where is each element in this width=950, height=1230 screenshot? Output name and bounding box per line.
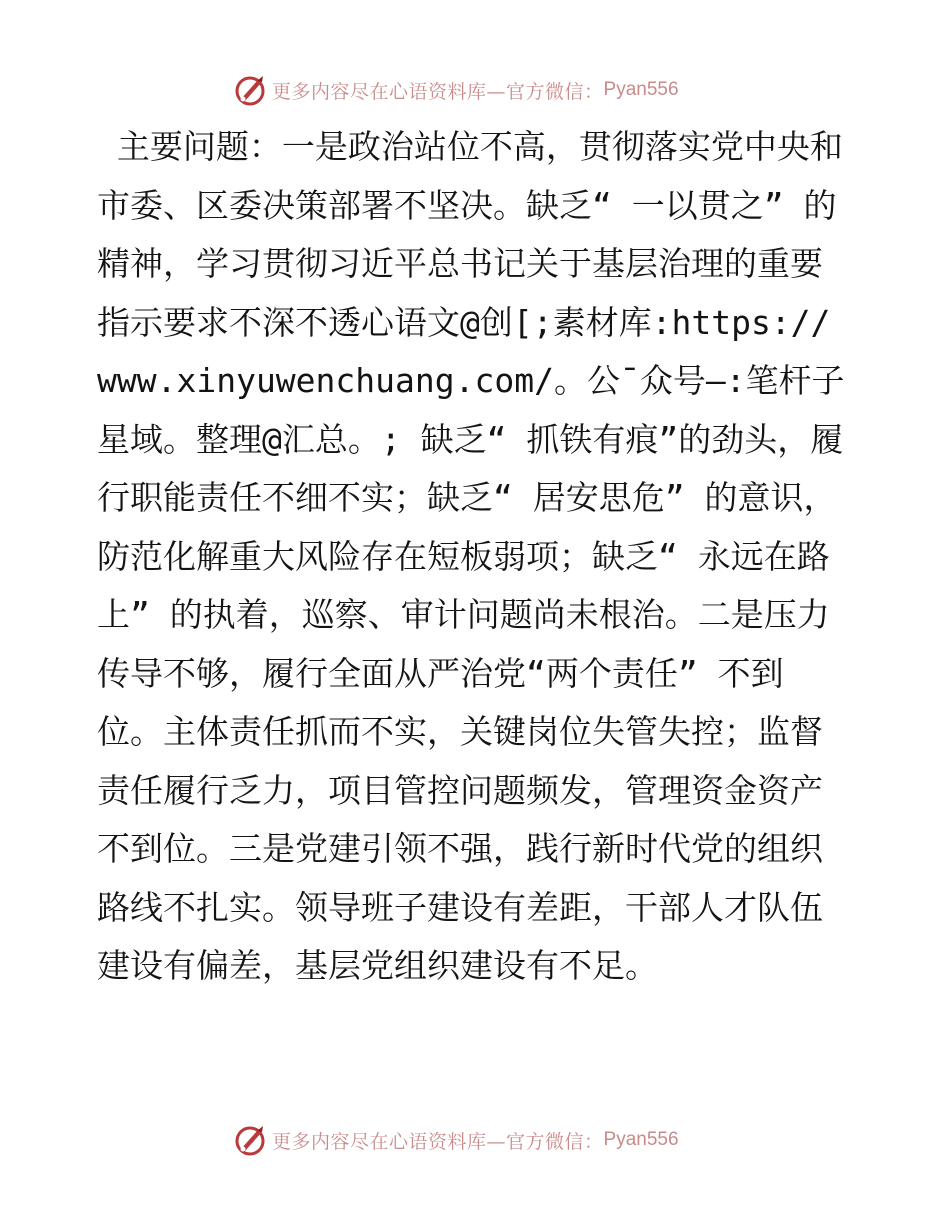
body-paragraph: 主要问题：一是政治站位不高，贯彻落实党中央和市委、区委决策部署不坚决。缺乏“ 一以贯之” 的精神，学习贯彻习近平总书记关于基层治理的重要指示要求不深不透心语文@创[;素材库:https://www.xinyuwenchuang.com/。公¯众号—:笔杆子星域。整理@汇总。; 缺乏“ 抓铁有痕”的劲头，履行职能责任不细不实；缺乏“ 居安思危” 的意识，防范化解重大风险存在短板弱项；缺乏“ 永远在路上” 的执着，巡察、审计问题尚未根治。二是压力传导不够，履行全面从严治党“两个责任” 不到位。主体责任抓而不实，关键岗位失管失控；监督责任履行乏力，项目管控问题频发，管理资金资产不到位。三是党建引领不强，践行新时代党的组织路线不扎实。领导班子建设有差距，干部人才队伍建设有偏差，基层党组织建设有不足。 xyxy=(97,127,845,985)
banner-text: 更多内容尽在心语资料库—官方微信： xyxy=(272,80,604,103)
wechat-id: Pyan556 xyxy=(603,79,679,100)
quill-pen-logo-icon xyxy=(232,72,268,108)
header-banner xyxy=(232,70,679,110)
quill-pen-logo-icon xyxy=(232,1122,268,1158)
banner-text: 更多内容尽在心语资料库—官方微信： xyxy=(272,1130,604,1153)
footer-banner xyxy=(232,1120,679,1160)
wechat-id: Pyan556 xyxy=(603,1129,679,1150)
